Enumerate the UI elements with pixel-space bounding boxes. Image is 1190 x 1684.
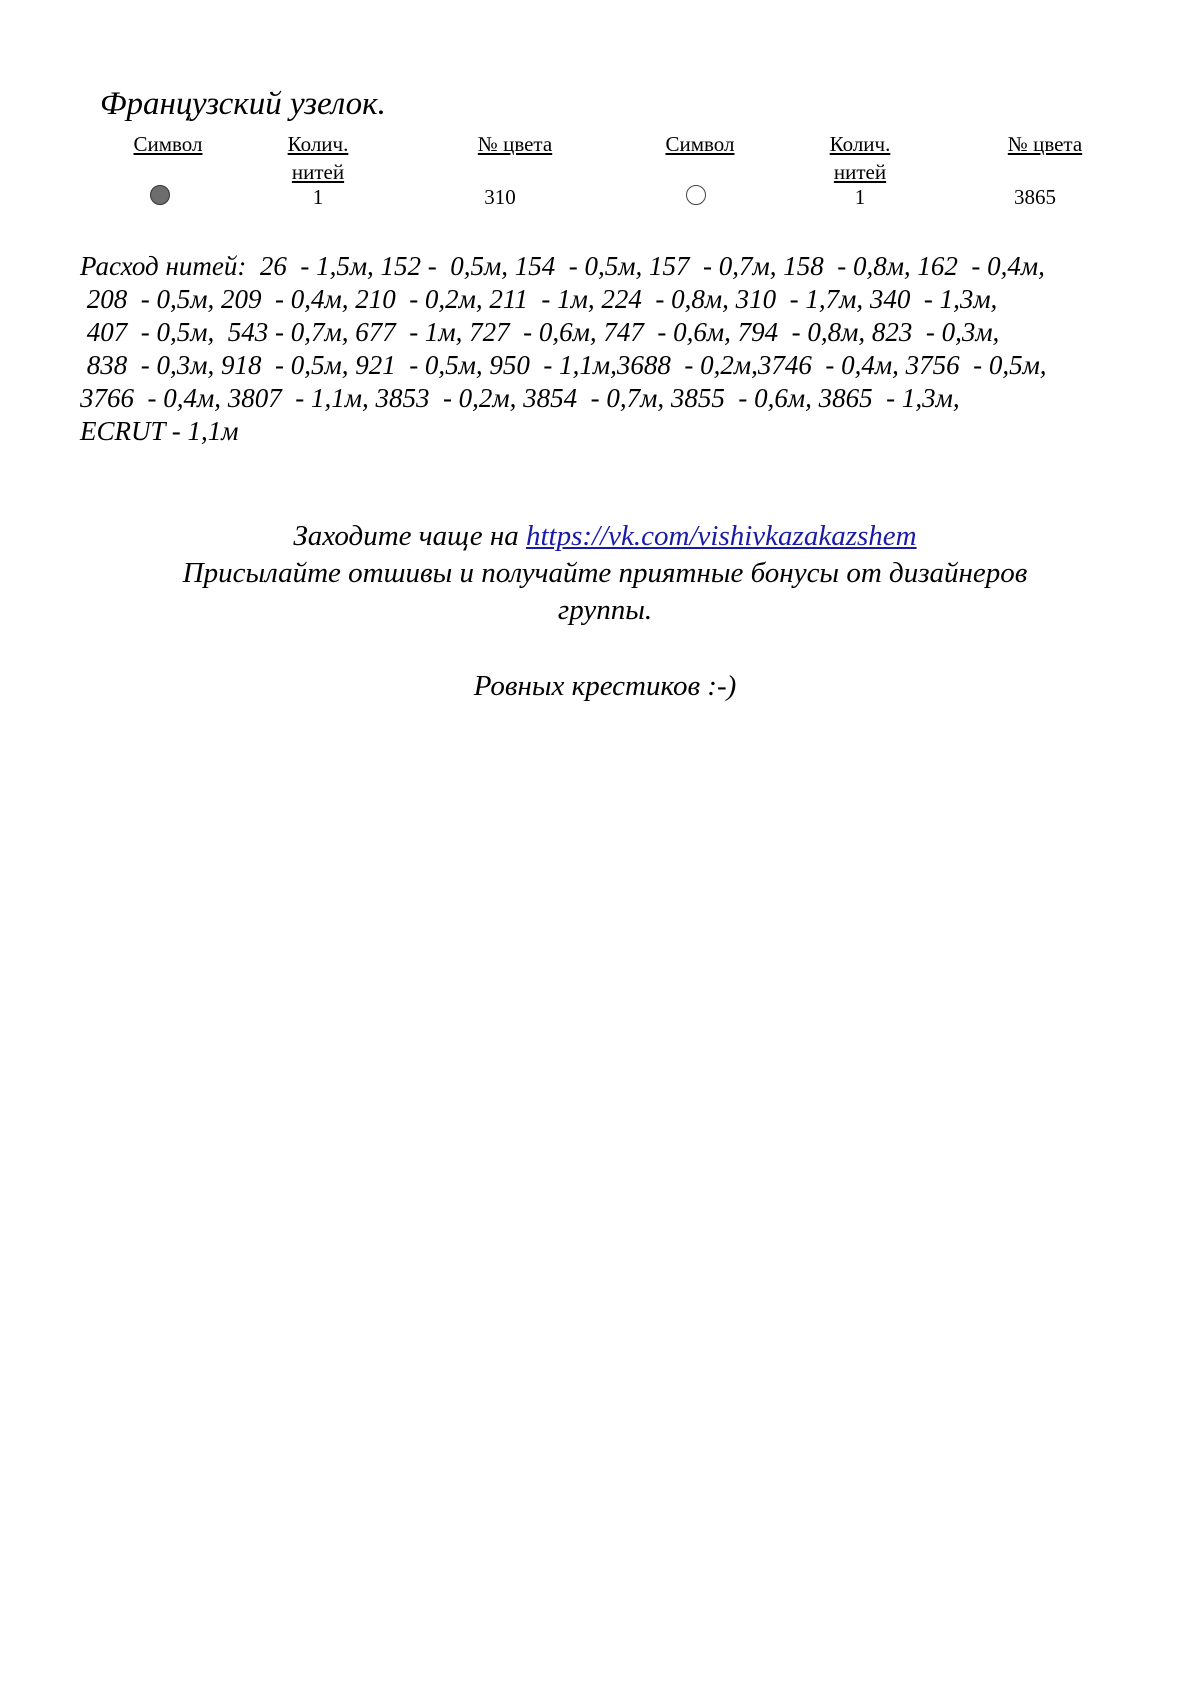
section-title: Французский узелок. [100,86,386,122]
visit-prefix: Заходите чаще на [293,520,526,552]
header-color-label: № цвета [1007,132,1083,156]
footer-message [100,518,1110,629]
filled-circle-symbol-icon [150,185,170,205]
vk-group-link[interactable]: https://vk.com/vishivkazakazshem [525,520,917,552]
usage-line: 3766 - 0,4м, 3807 - 1,1м, 3853 - 0,2м, 3854 - 0,7м, 3855 - 0,6м, 3865 - 1,3м, [80,383,960,413]
legend-color-1: 310 [484,185,516,209]
header-color-1 [450,130,580,158]
feedback-line: Присылайте отшивы и получайте приятные бонусы от дизайнеров [182,557,1028,589]
legend-count-1: 1 [312,185,324,209]
usage-line: 838 - 0,3м, 918 - 0,5м, 921 - 0,5м, 950 - 1,1м,3688 - 0,2м,3746 - 0,4м, 3756 - 0,5м, [80,350,1047,380]
header-count-label-line2: нитей [291,160,345,184]
header-count-label-line2: нитей [833,160,887,184]
header-count-label-line1: Колич. [287,132,349,156]
header-symbol-1 [118,130,218,158]
header-count-1 [268,130,368,186]
header-color-label: № цвета [477,132,553,156]
usage-line: 407 - 0,5м, 543 - 0,7м, 677 - 1м, 727 - 0,6м, 747 - 0,6м, 794 - 0,8м, 823 - 0,3м, [80,317,1000,347]
header-symbol-label: Символ [665,132,735,156]
usage-line: 208 - 0,5м, 209 - 0,4м, 210 - 0,2м, 211 - 1м, 224 - 0,8м, 310 - 1,7м, 340 - 1,3м, [80,284,998,314]
farewell-text: Ровных крестиков :-) [473,670,737,702]
header-symbol-2 [650,130,750,158]
visit-line [100,518,1110,555]
header-symbol-label: Символ [133,132,203,156]
legend-color-2: 3865 [1014,185,1056,209]
header-count-2 [810,130,910,186]
feedback-line-continued: группы. [557,594,653,626]
header-count-label-line1: Колич. [829,132,891,156]
legend-count-2: 1 [854,185,866,209]
header-color-2 [980,130,1110,158]
thread-usage [80,250,1140,448]
usage-line: ECRUT - 1,1м [80,416,239,446]
empty-circle-symbol-icon [686,185,706,205]
usage-line: Расход нитей: 26 - 1,5м, 152 - 0,5м, 154 - 0,5м, 157 - 0,7м, 158 - 0,8м, 162 - 0,4м, [80,251,1045,281]
